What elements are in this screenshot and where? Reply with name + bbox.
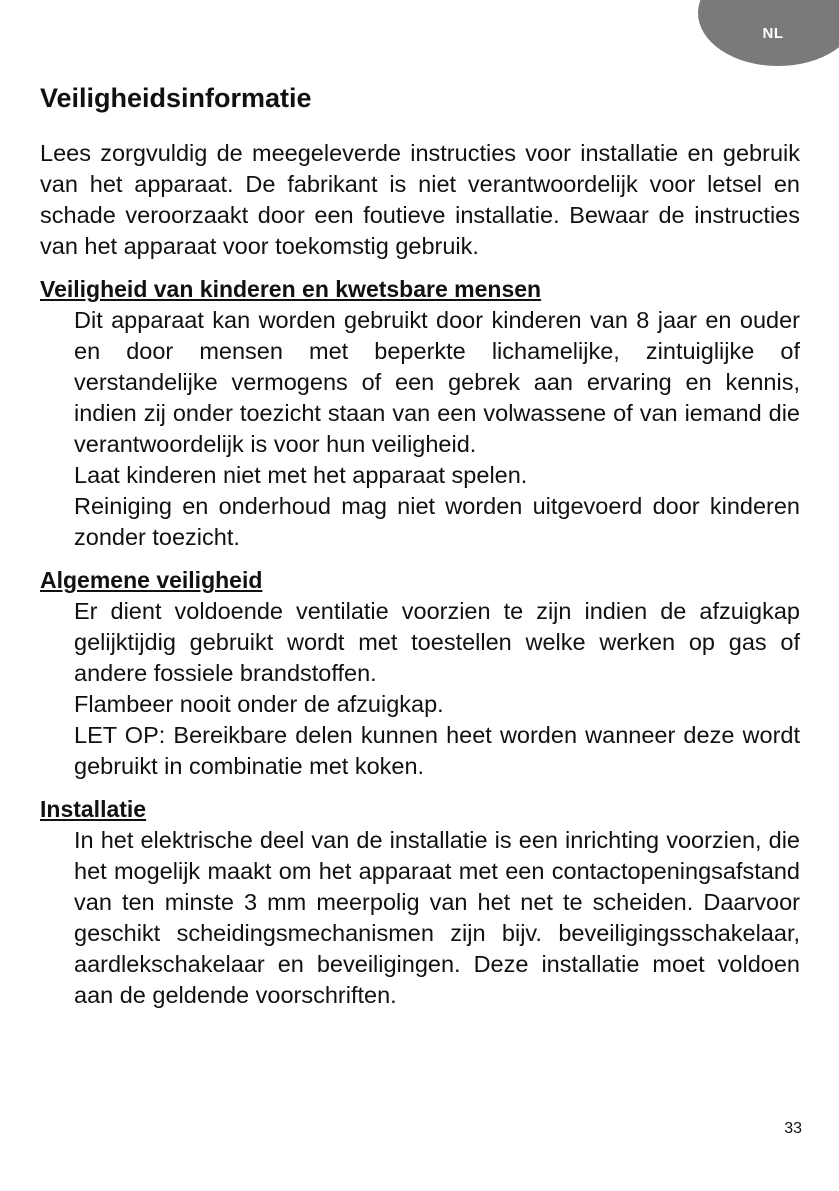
- page-number: 33: [784, 1120, 802, 1137]
- section-heading: Algemene veiligheid: [40, 567, 263, 593]
- section-paragraph: In het elektrische deel van de installatie is een inrichting voorzien, die het mogelijk maakt om het apparaat met een contactopeningsafstand van ten minste 3 mm meerpolig van het net te scheiden. Daarvoor geschikt scheidingsmechanismen zijn bijv. beveiligingsschakelaar, aardlekschakelaar en beveiligingen. Deze installatie moet voldoen aan de geldende voorschriften.: [74, 827, 800, 1008]
- section-paragraph: Laat kinderen niet met het apparaat spelen.: [74, 462, 528, 488]
- section-children-safety: [40, 274, 800, 553]
- section-general-safety: [40, 565, 800, 782]
- page-title: Veiligheidsinformatie: [40, 83, 312, 113]
- section-heading: Installatie: [40, 796, 147, 822]
- section-paragraph: Er dient voldoende ventilatie voorzien te zijn indien de afzuigkap gelijktijdig gebruikt wordt met toestellen welke werken op gas of andere fossiele brandstoffen.: [74, 598, 800, 686]
- document-content: [40, 76, 800, 1023]
- language-tab-label: NL: [762, 25, 784, 42]
- section-paragraph: Flambeer nooit onder de afzuigkap.: [74, 691, 444, 717]
- section-paragraph: LET OP: Bereikbare delen kunnen heet worden wanneer deze wordt gebruikt in combinatie met koken.: [74, 722, 800, 779]
- section-paragraph: Dit apparaat kan worden gebruikt door kinderen van 8 jaar en ouder en door mensen met beperkte lichamelijke, zintuiglijke of verstandelijke vermogens of een gebrek aan ervaring en kennis, indien zij onder toezicht staan van een volwassene of van iemand die verantwoordelijk is voor hun veiligheid.: [74, 307, 800, 457]
- intro-paragraph: Lees zorgvuldig de meegeleverde instructies voor installatie en gebruik van het apparaat. De fabrikant is niet verantwoordelijk voor letsel en schade veroorzaakt door een foutieve installatie. Bewaar de instructies van het apparaat voor toekomstig gebruik.: [40, 140, 800, 259]
- section-paragraph: Reiniging en onderhoud mag niet worden uitgevoerd door kinderen zonder toezicht.: [74, 493, 800, 550]
- section-installation: [40, 794, 800, 1011]
- section-heading: Veiligheid van kinderen en kwetsbare mensen: [40, 276, 542, 302]
